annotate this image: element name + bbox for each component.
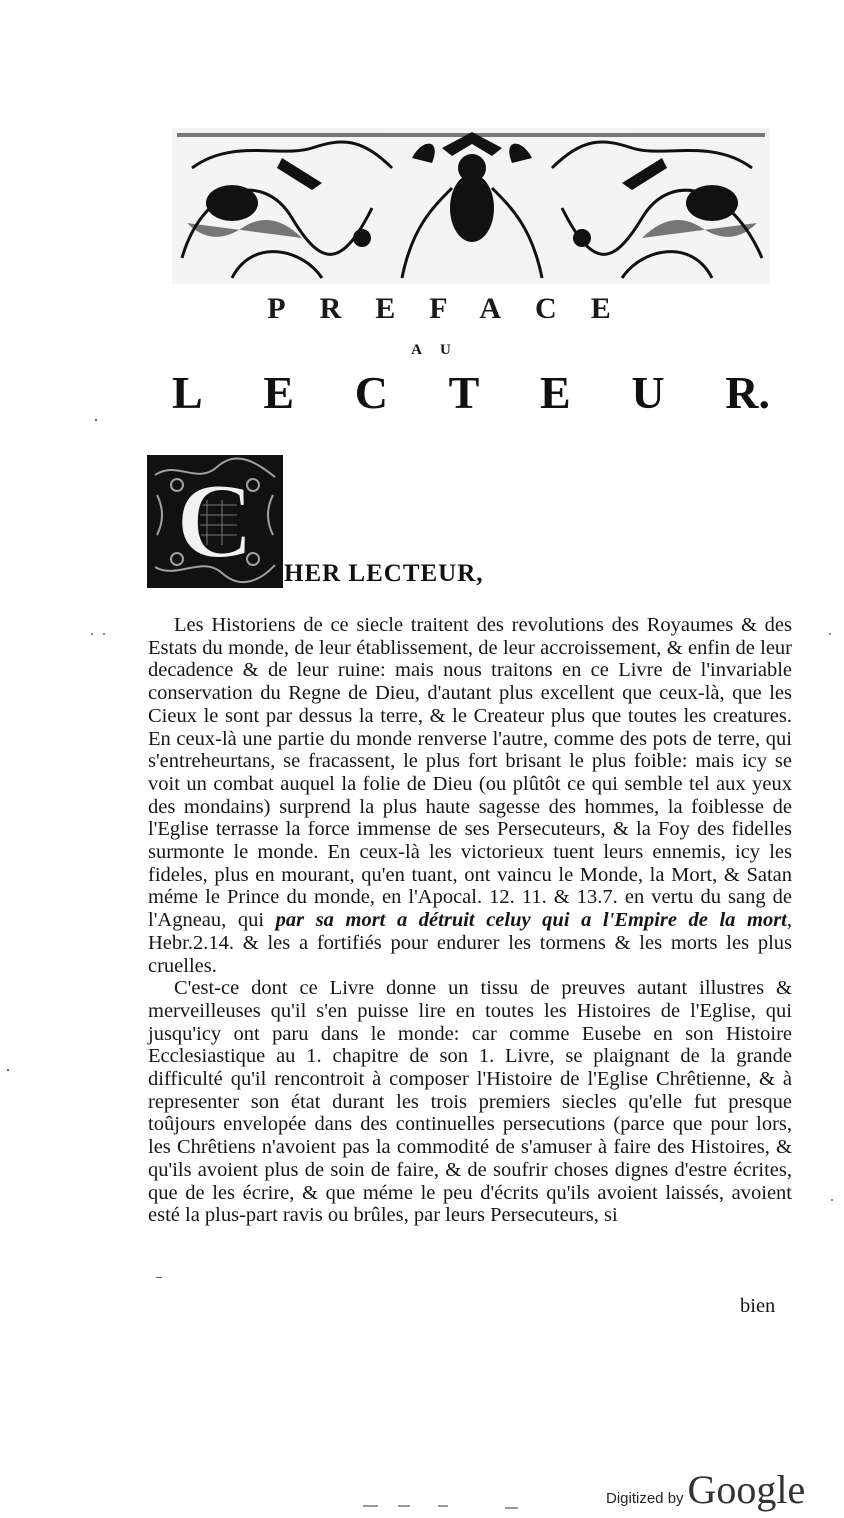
title-letter: C	[354, 367, 388, 418]
title-letter: R.	[725, 367, 770, 418]
paragraph-1-text-end: , Hebr.2.14. & les a fortifiés pour endurer les tormens & les morts les plus cruelles.	[148, 909, 793, 977]
title-letter: E	[263, 367, 295, 418]
drop-capital-letter: C	[176, 462, 254, 581]
digitized-by-watermark	[606, 1466, 805, 1513]
title-letter: U	[631, 367, 665, 418]
paragraph-2: C'est-ce dont ce Livre donne un tissu de preuves autant illustres & merveilleuses qu'il s'en puisse lire en toutes les Histoires de l'Eglise, qui jusqu'icy ont paru dans le monde: car comme Eusebe en son Histoire Ecclesiastique au 1. chapitre de son 1. Livre, se plaignant de la grande difficulté qu'il rencontroit à composer l'Histoire de l'Eglise Chrêtienne, & à representer son état durant les trois premiers siecles qu'elle fut presque toûjours envelopée dans des continuelles persecutions (parce que pour lors, les Chrêtiens n'avoient pas la commodité de s'amuser à faire des Histoires, & qu'ils avoient plus de soin de faire, & de soufrir choses dignes d'estre écrites, que de les écrire, & que méme le peu d'écrits qu'ils avoient laissés, avoient esté la plus-part ravis ou brûles, par leurs Persecuteurs, si	[148, 977, 792, 1227]
title-au: AU	[411, 342, 469, 358]
title-letter: E	[539, 367, 571, 418]
paragraph-1-italic: par sa mort a détruit celuy qui a l'Empire de la mort	[275, 909, 787, 932]
salutation: HER LECTEUR,	[284, 560, 484, 587]
paragraph-1-text: Les Historiens de ce siecle traitent des revolutions des Royaumes & des Estats du monde, de leur établissement, de leur accroissement, & enfin de leur decadence & de leur ruine: mais nous traitons en ce Livre de l'invariable conservation du Regne de Dieu, d'autant plus excellent que ceux-là, que les Cieux le sont par dessus la terre, & le Createur plus que toutes les creatures. En ceux-là une partie du monde renverse l'autre, comme des pots de terre, qui s'entreheurtans, se fracassent, le plus fort brisant le plus foible: mais icy se voit un combat auquel la folie de Dieu (ou plûtôt ce qui semble tel aux yeux des mondains) surprend la plus haute sagesse des hommes, la foiblesse de l'Eglise terrasse la force immense de ses Persecuteurs, & la Foy des fidelles surmonte le monde. En ceux-là les victorieux tuent leurs ennemis, icy les fideles, plus en mourant, qu'en tuant, ont vaincu le Monde, la Mort, & Satan méme le Prince du monde, en l'Apocal. 12. 11. & 13.7. en vertu du sang de l'Agneau, qui	[148, 614, 792, 932]
google-logo: Google	[687, 1467, 806, 1512]
title-preface: PREFACE	[267, 292, 645, 325]
title-letter: T	[448, 367, 480, 418]
title-letter: L	[172, 367, 203, 418]
catchword: bien	[740, 1295, 776, 1317]
digitized-by-label: Digitized by	[606, 1490, 684, 1507]
